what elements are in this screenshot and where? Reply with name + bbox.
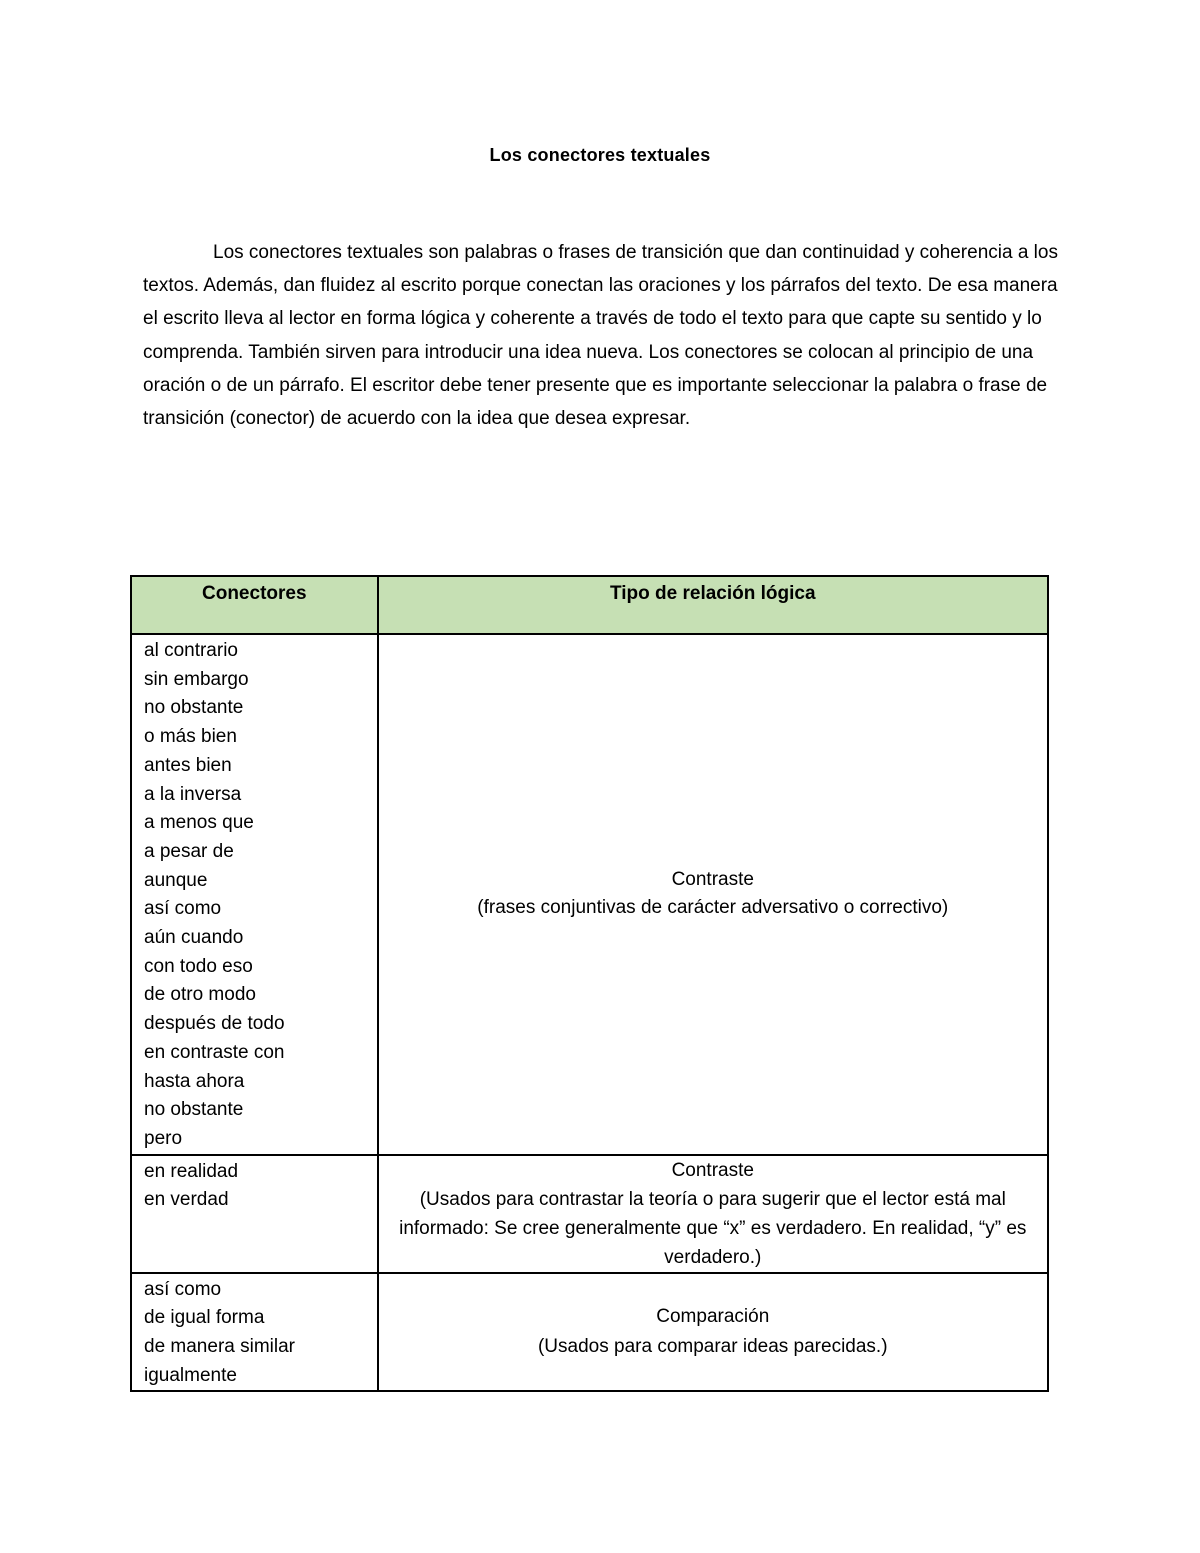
intro-paragraph xyxy=(143,236,1058,435)
table-row xyxy=(131,1155,1048,1273)
header-connectors: Conectores xyxy=(131,576,378,634)
connector-item: hasta ahora xyxy=(144,1070,245,1092)
connector-item: o más bien xyxy=(144,726,237,748)
relation-cell xyxy=(378,1273,1048,1392)
connector-item: pero xyxy=(144,1127,183,1149)
intro-text: Los conectores textuales son palabras o frases de transición que dan continuidad y coherencia a los textos. Además, dan fluidez al escrito porque conectan las oraciones y los párrafos del texto. De esa manera el escrito lleva al lector en forma lógica y coherente a través de todo el texto para que capte su sentido y lo comprenda. También sirven para introducir una idea nueva. Los conectores se colocan al principio de una oración o de un párrafo. El escritor debe tener presente que es importante seleccionar la palabra o frase de transición (conector) de acuerdo con la idea que desea expresar. xyxy=(143,242,1058,430)
connector-item: al contrario xyxy=(144,640,238,661)
relation-cell xyxy=(378,1155,1048,1273)
relation-title: Contraste xyxy=(671,1159,754,1181)
connector-item: de otro modo xyxy=(144,984,256,1006)
header-relation-type: Tipo de relación lógica xyxy=(378,576,1048,634)
connector-item: aún cuando xyxy=(144,927,244,949)
relation-title: Contraste xyxy=(671,868,754,890)
connector-list xyxy=(144,637,377,1154)
connector-item: de igual forma xyxy=(144,1307,265,1329)
relation-description: (Usados para comparar ideas parecidas.) xyxy=(537,1336,888,1358)
connector-item: en contraste con xyxy=(144,1041,285,1063)
connector-item: así como xyxy=(144,1278,222,1300)
table-row xyxy=(131,634,1048,1155)
connector-item: después de todo xyxy=(144,1013,285,1035)
connector-item: a menos que xyxy=(144,812,254,834)
connector-item: en verdad xyxy=(144,1189,229,1211)
connector-item: de manera similar xyxy=(144,1336,295,1358)
connector-item: igualmente xyxy=(144,1364,237,1386)
relation-title: Comparación xyxy=(656,1306,770,1328)
connector-list xyxy=(144,1158,377,1215)
connectors-cell xyxy=(131,1273,378,1392)
connectors-cell xyxy=(131,634,378,1155)
page-title: Los conectores textuales xyxy=(489,145,711,165)
connector-item: en realidad xyxy=(144,1160,239,1182)
connectors-table xyxy=(130,575,1049,1392)
connector-item: no obstante xyxy=(144,697,244,719)
relation-cell xyxy=(378,634,1048,1155)
connectors-cell xyxy=(131,1155,378,1273)
connector-list xyxy=(144,1276,377,1391)
connector-item: así como xyxy=(144,898,222,920)
connector-item: a pesar de xyxy=(144,840,234,862)
table-row xyxy=(131,1273,1048,1392)
connector-item: con todo eso xyxy=(144,955,253,977)
connector-item: no obstante xyxy=(144,1099,244,1121)
connector-item: sin embargo xyxy=(144,668,249,690)
relation-description: (frases conjuntivas de carácter adversativo o correctivo) xyxy=(477,897,949,919)
connector-item: a la inversa xyxy=(144,783,242,805)
table-header-row xyxy=(131,576,1048,634)
connector-item: aunque xyxy=(144,869,208,891)
connector-item: antes bien xyxy=(144,754,232,776)
relation-description: (Usados para contrastar la teoría o para sugerir que el lector está mal informado: Se cree generalmente que “x” es verdadero. En realidad, “y” es verdadero.) xyxy=(399,1188,1027,1268)
